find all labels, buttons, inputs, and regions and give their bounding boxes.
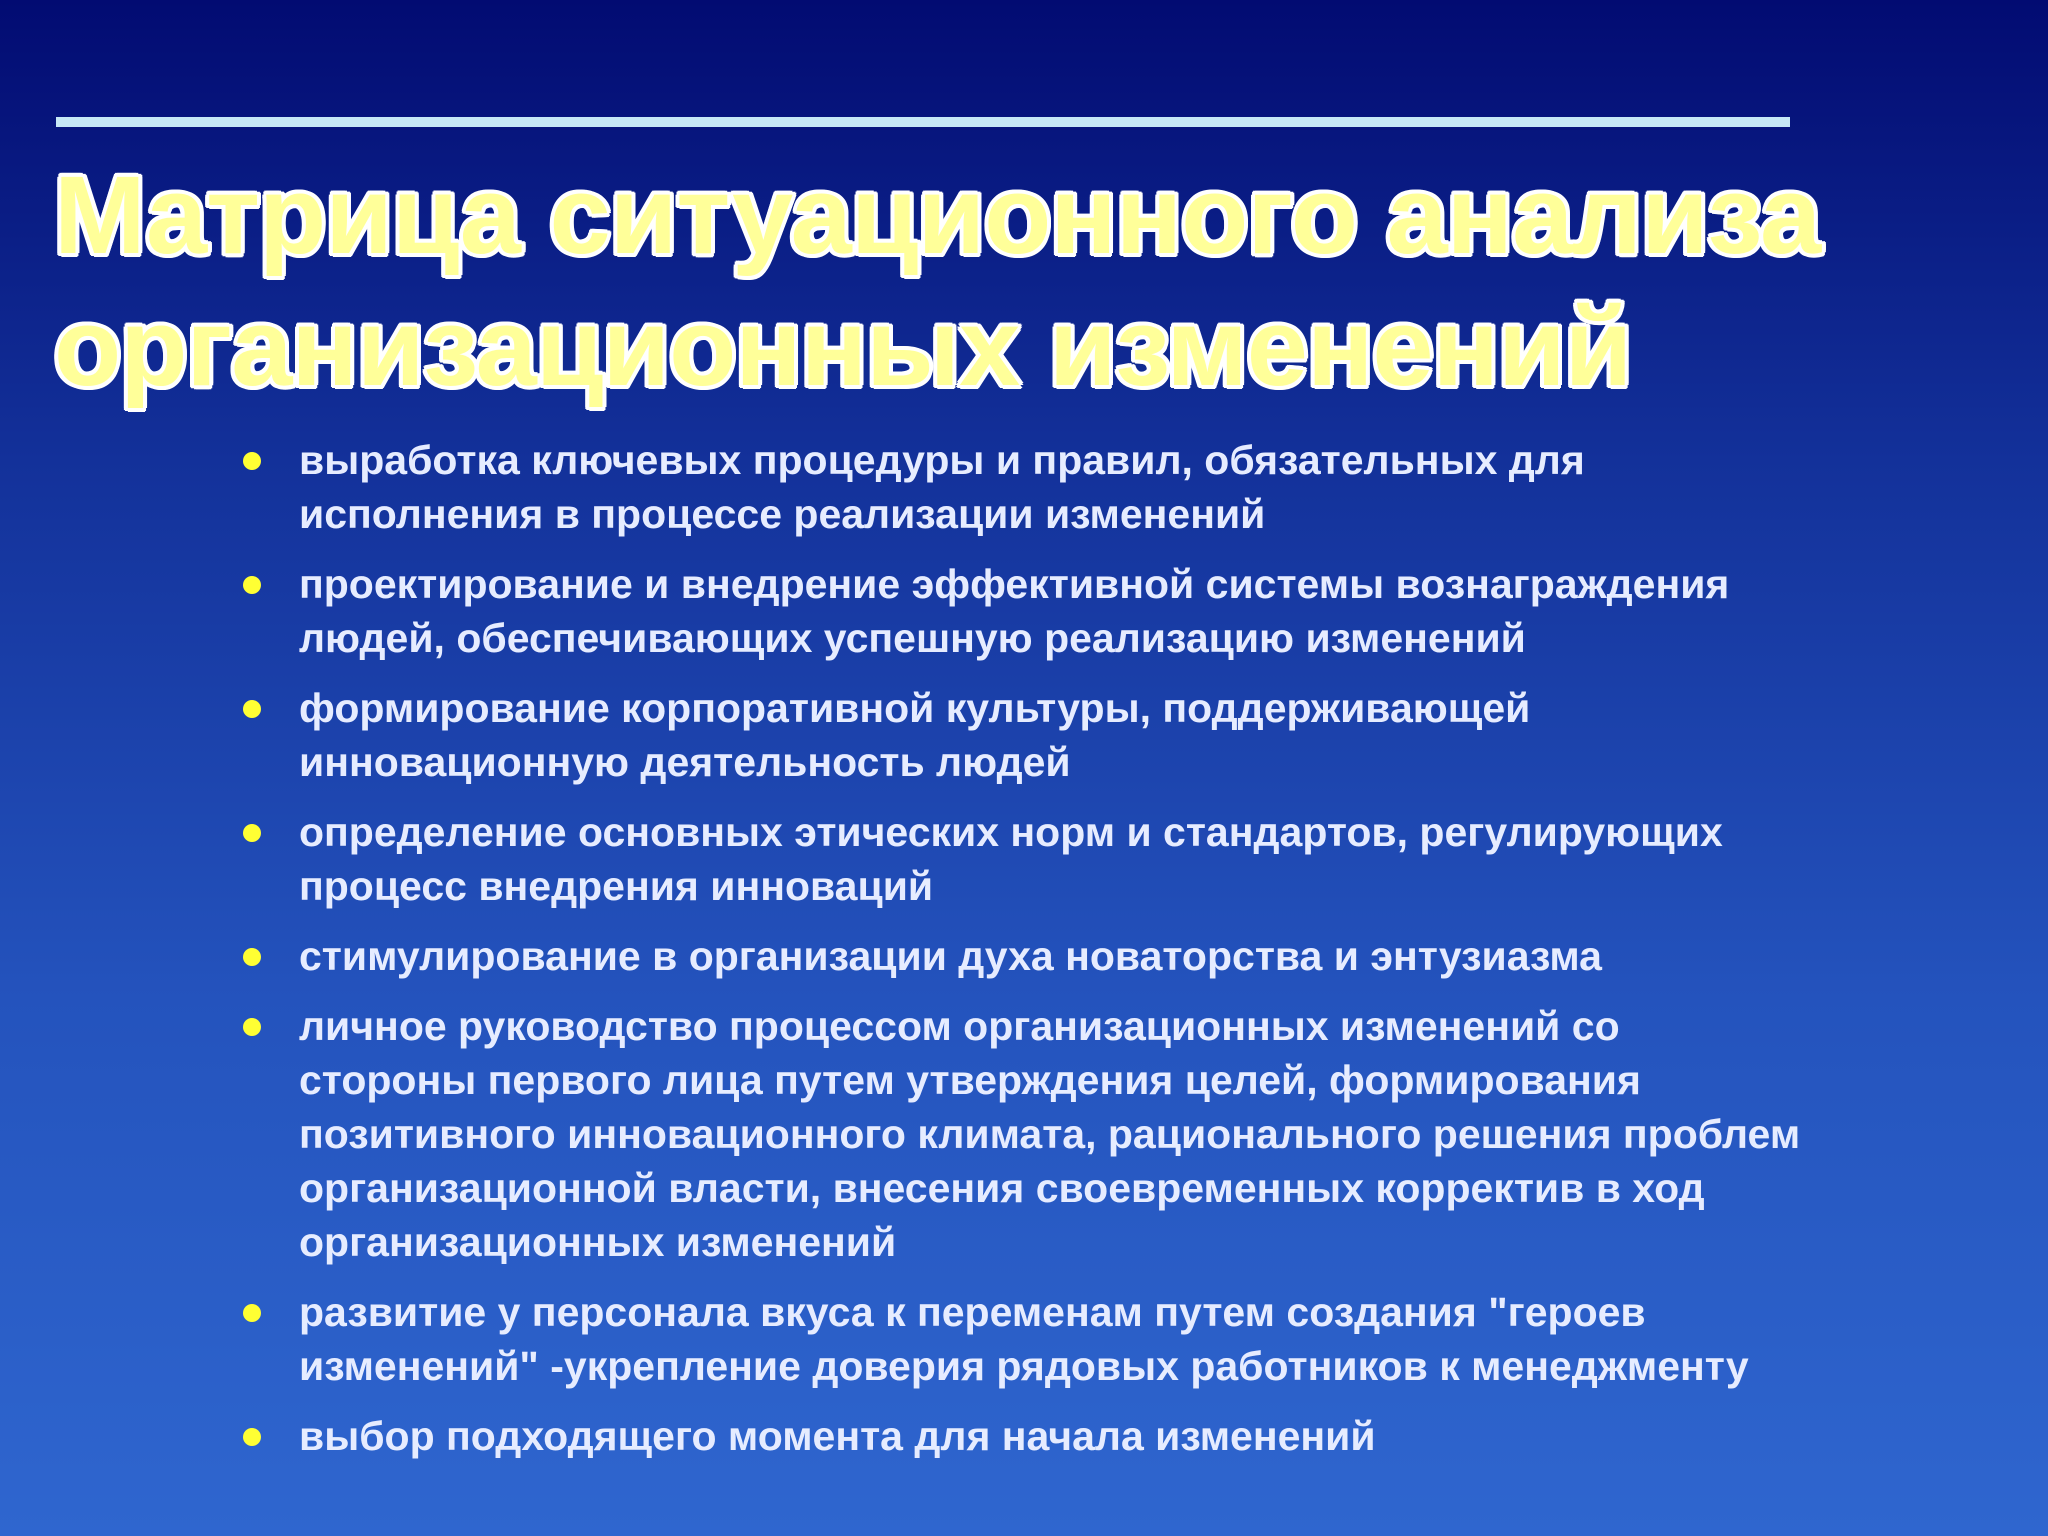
bullet-item [237, 805, 2017, 913]
bullet-dot-icon [243, 576, 261, 594]
bullet-line: выработка ключевых процедуры и правил, обязательных для [299, 437, 1585, 483]
bullet-dot-icon [243, 1304, 261, 1322]
bullet-item [237, 1285, 2017, 1393]
bullet-text [299, 999, 2017, 1269]
bullet-line: формирование корпоративной культуры, поддерживающей [299, 685, 1531, 731]
bullet-line: развитие у персонала вкуса к переменам путем создания "героев [299, 1289, 1646, 1335]
bullet-line: инновационную деятельность людей [299, 739, 1071, 785]
slide-title-line: Матрица ситуационного анализа [54, 154, 1821, 277]
bullet-item [237, 929, 2017, 983]
bullet-line: изменений" -укрепление доверия рядовых работников к менеджменту [299, 1343, 1749, 1389]
bullet-list [237, 433, 2017, 1479]
bullet-line: организационной власти, внесения своевременных корректив в ход [299, 1165, 1705, 1211]
bullet-line: проектирование и внедрение эффективной системы вознаграждения [299, 561, 1730, 607]
bullet-text [299, 805, 2017, 913]
bullet-text [299, 557, 2017, 665]
bullet-text [299, 1285, 2017, 1393]
bullet-line: позитивного инновационного климата, рационального решения проблем [299, 1111, 1801, 1157]
bullet-item [237, 681, 2017, 789]
bullet-text [299, 681, 2017, 789]
bullet-text [299, 1409, 2017, 1463]
bullet-line: личное руководство процессом организационных изменений со [299, 1003, 1620, 1049]
title-rule [56, 117, 1790, 127]
slide-title-line: организационных изменений [54, 286, 1632, 409]
bullet-item [237, 999, 2017, 1269]
bullet-dot-icon [243, 700, 261, 718]
bullet-line: людей, обеспечивающих успешную реализацию изменений [299, 615, 1526, 661]
bullet-line: процесс внедрения инноваций [299, 863, 934, 909]
bullet-line: исполнения в процессе реализации изменений [299, 491, 1266, 537]
bullet-dot-icon [243, 1428, 261, 1446]
bullet-item [237, 433, 2017, 541]
bullet-item [237, 557, 2017, 665]
bullet-dot-icon [243, 824, 261, 842]
bullet-text [299, 433, 2017, 541]
bullet-line: определение основных этических норм и стандартов, регулирующих [299, 809, 1723, 855]
bullet-dot-icon [243, 452, 261, 470]
bullet-item [237, 1409, 2017, 1463]
bullet-line: организационных изменений [299, 1219, 897, 1265]
bullet-dot-icon [243, 1018, 261, 1036]
bullet-line: стороны первого лица путем утверждения целей, формирования [299, 1057, 1641, 1103]
bullet-dot-icon [243, 948, 261, 966]
slide-title [54, 150, 1954, 414]
bullet-line: стимулирование в организации духа новаторства и энтузиазма [299, 933, 1602, 979]
bullet-text [299, 929, 2017, 983]
bullet-line: выбор подходящего момента для начала изменений [299, 1413, 1376, 1459]
